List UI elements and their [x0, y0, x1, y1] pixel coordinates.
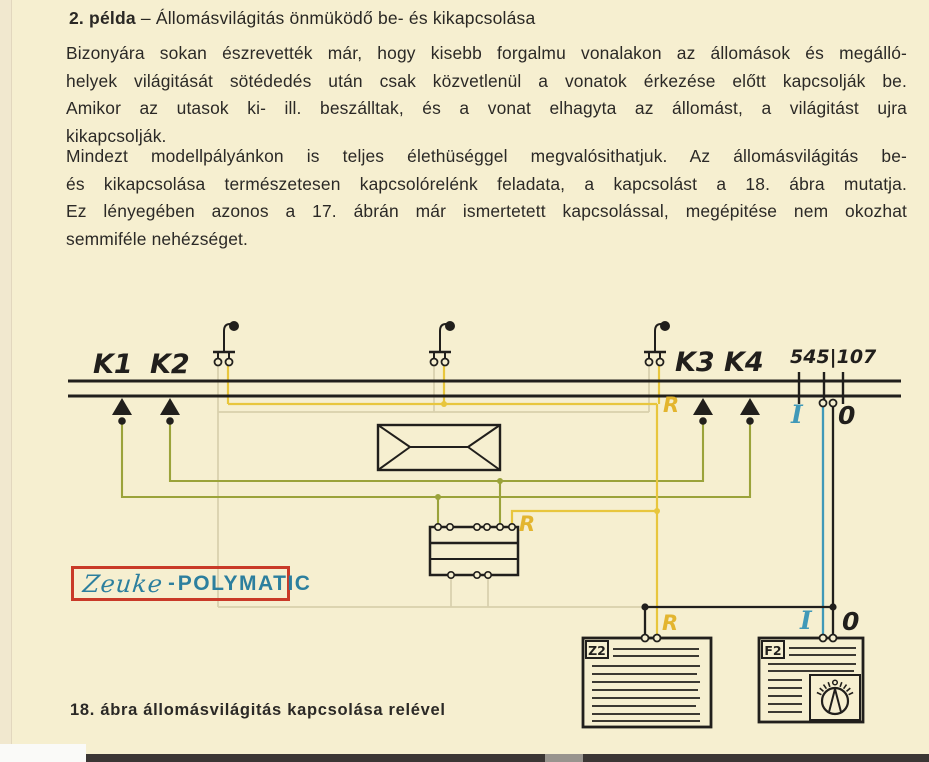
k3-label: K3 [675, 347, 715, 378]
paragraph-2 [66, 143, 907, 253]
track [68, 381, 901, 396]
zero-wires [645, 407, 833, 634]
title-separator: – [140, 8, 151, 28]
z2-label: Z2 [588, 643, 606, 658]
z2-terminal [654, 635, 661, 642]
title-text: Állomásvilágitás önmüködő be- és kikapcsolása [155, 8, 536, 28]
text-line: kikapcsolják. [66, 125, 167, 146]
f2-terminal [830, 635, 837, 642]
z2-terminal [642, 635, 649, 642]
paragraph-1 [66, 40, 907, 150]
rail-contact-k3 [693, 398, 713, 425]
rail-contact-k2 [160, 398, 180, 425]
track-terminal [830, 400, 837, 407]
text-line: és kikapcsolása természetesen kapcsolórelénk feladata, a kapcsolást a 18. ábra mutatja. [66, 173, 907, 194]
r-label-z2: R [662, 611, 679, 635]
transformer-f2 [759, 635, 863, 723]
f2-label: F2 [764, 643, 782, 658]
wire-junction [641, 603, 648, 610]
zero-label-track: 0 [838, 401, 856, 430]
text-line: Ez lényegében azonos a 17. ábrán már ismertetett kapcsolással, megépitése nem okozhat [66, 201, 907, 222]
station-lamp [644, 322, 669, 366]
wire-junction [497, 478, 503, 484]
wire-junction [435, 494, 441, 500]
text-line: Bizonyára sokan észrevették már, hogy kisebb forgalmu vonalakon az állomások és megálló- [66, 43, 907, 63]
station-lamp [429, 322, 454, 366]
zero-label-f2: 0 [842, 607, 860, 636]
scan-edge-bar-highlight [545, 754, 583, 762]
page-title [69, 8, 535, 29]
k2-label: K2 [150, 349, 190, 380]
track-terminal [820, 400, 827, 407]
logo-brand-text: POLYMATIC [177, 571, 312, 595]
i-label-track: I [791, 400, 803, 429]
track-section-number: 545|107 [790, 346, 877, 368]
example-number: 2. példa [69, 8, 136, 28]
i-label-f2: I [800, 606, 812, 635]
relay-terminals [435, 524, 515, 578]
scan-margin-white [0, 744, 86, 762]
zeuke-polymatic-logo [71, 566, 312, 601]
rail-contact-k4 [740, 398, 760, 425]
text-line: semmiféle nehézséget. [66, 228, 248, 249]
station-building [378, 425, 500, 470]
scan-edge-bar [86, 754, 929, 762]
station-lamp [213, 322, 238, 366]
wire-junction [441, 401, 447, 407]
f2-terminal [820, 635, 827, 642]
figure-caption: 18. ábra állomásvilágitás kapcsolása relével [70, 701, 446, 719]
text-line: Amikor az utasok ki- ill. beszálltak, és a vonat elhagyta az állomást, a világitást ujra [66, 98, 907, 119]
rail-contact-k1 [112, 398, 132, 425]
text-line: helyek világitását sötédedés után csak közvetlenül a vonatok érkezése előtt kapcsolják be. [66, 70, 907, 91]
transformer-z2 [583, 635, 711, 728]
text-line: Mindezt modellpályánkon is teljes élethüséggel megvalósithatjuk. Az állomásvilágitás be- [66, 146, 907, 166]
logo-dash: - [168, 572, 175, 594]
relay-box [430, 524, 518, 578]
wire-junction [654, 508, 660, 514]
r-label-relay: R [519, 512, 536, 536]
r-label-track: R [663, 393, 680, 417]
k4-label: K4 [724, 347, 764, 378]
k1-label: K1 [93, 349, 133, 380]
wire-junction [829, 603, 836, 610]
logo-script-text: Zeuke [81, 569, 165, 598]
